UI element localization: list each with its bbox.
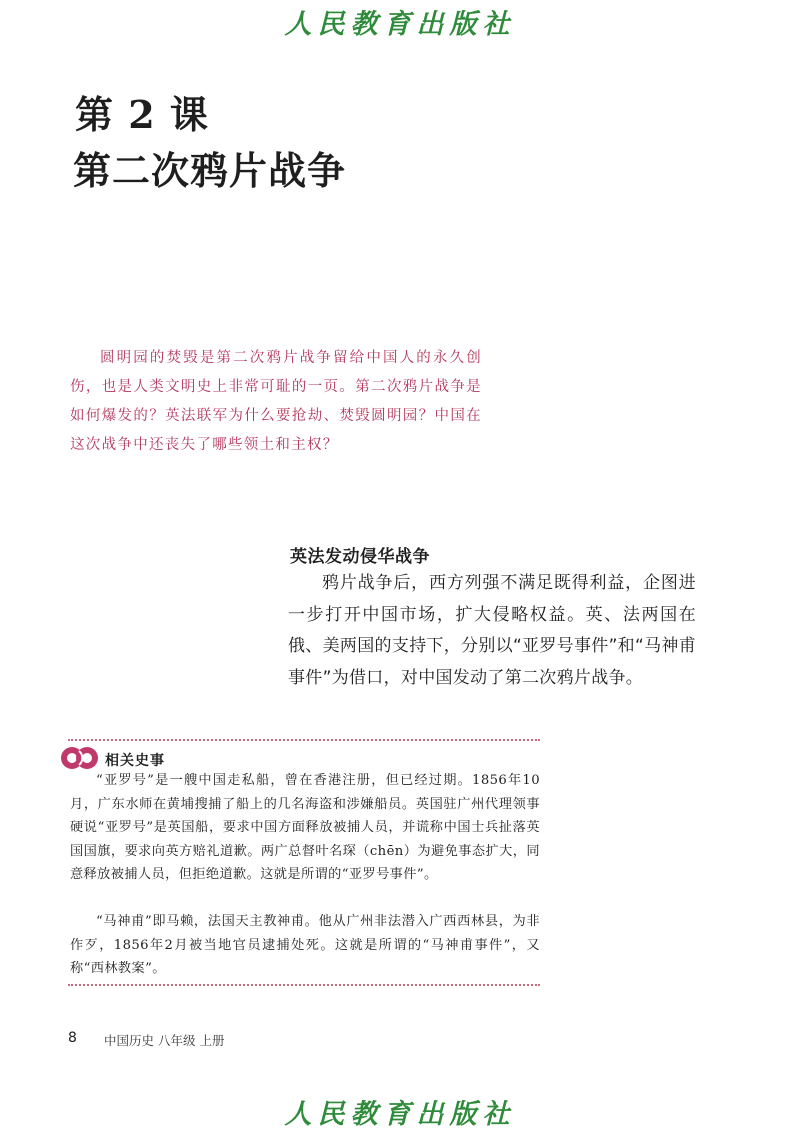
lesson-title: 第二次鸦片战争	[73, 148, 347, 193]
intro-paragraph: 圆明园的焚毁是第二次鸦片战争留给中国人的永久创伤，也是人类文明史上非常可耻的一页。第二次鸦片战争是如何爆发的？英法联军为什么要抢劫、焚毁圆明园？中国在这次战争中还丧失了哪些领土和主权？	[70, 350, 482, 453]
page-number: 8	[68, 1030, 77, 1046]
publisher-watermark-bottom: 人民教育出版社	[284, 1099, 516, 1130]
book-title: 中国历史 八年级 上册	[104, 1033, 225, 1048]
sidebar-paragraph: “马神甫”即马赖，法国天主教神甫。他从广州非法潜入广西西林县，为非作歹，1856年2月被当地官员逮捕处死。这就是所谓的“马神甫事件”，又称“西林教案”。	[70, 914, 540, 977]
sidebar-divider-bottom	[68, 984, 540, 986]
section-body: 鸦片战争后，西方列强不满足既得利益，企图进一步打开中国市场，扩大侵略权益。英、法两国在俄、美两国的支持下，分别以“亚罗号事件”和“马神甫事件”为借口，对中国发动了第二次鸦片战争。	[288, 573, 696, 688]
lesson-number: 第 2 课	[75, 92, 209, 137]
sidebar-paragraph: “亚罗号”是一艘中国走私船，曾在香港注册，但已经过期。1856年10月，广东水师在黄埔搜捕了船上的几名海盗和涉嫌船员。英国驻广州代理领事硬说“亚罗号”是英国船，要求中国方面释放被捕人员，并谎称中国士兵扯落英国国旗，要求向英方赔礼道歉。两广总督叶名琛（chēn）为避免事态扩大，同意释放被捕人员，但拒绝道歉。这就是所谓的“亚罗号事件”。	[70, 773, 540, 883]
publisher-watermark-top: 人民教育出版社	[284, 9, 516, 40]
sidebar-divider-top	[68, 739, 540, 741]
section-heading: 英法发动侵华战争	[290, 547, 430, 567]
sidebar-title: 相关史事	[105, 753, 165, 769]
